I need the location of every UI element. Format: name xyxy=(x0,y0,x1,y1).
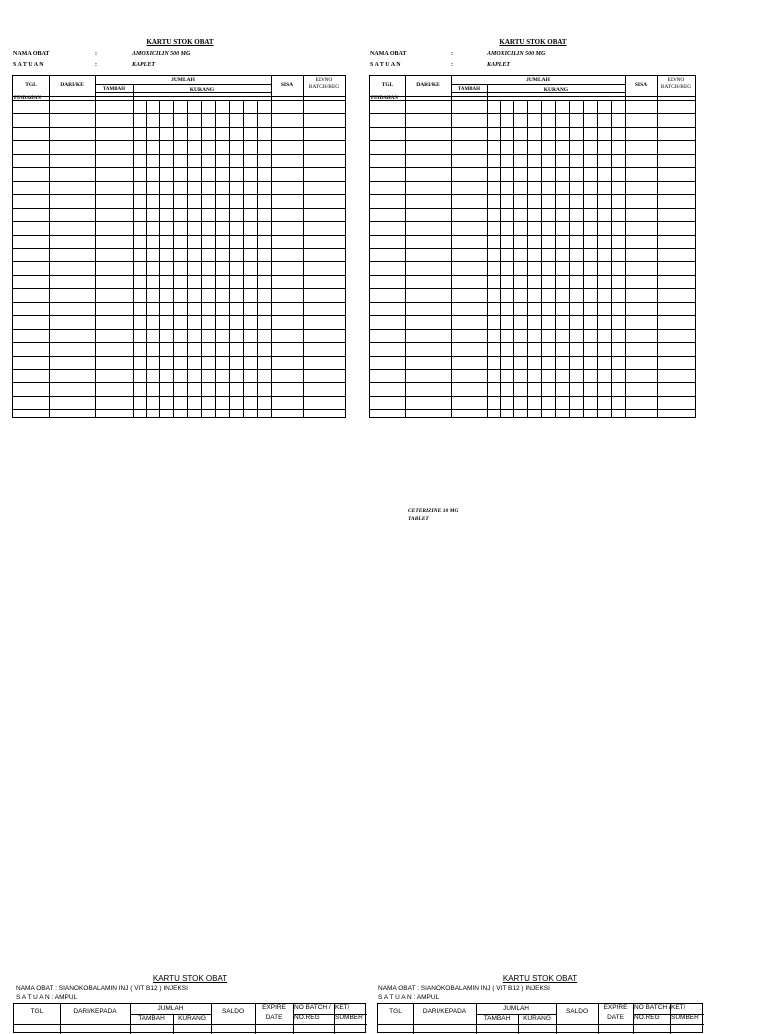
stock-card-bottom-left xyxy=(0,970,384,1024)
row-line xyxy=(370,194,695,195)
saldo-header: SALDO xyxy=(565,1008,589,1015)
jumlah-header: JUMLAH xyxy=(171,77,195,83)
row-line xyxy=(370,235,695,236)
colon: : xyxy=(95,62,97,68)
satuan-value: KAPLET xyxy=(487,62,511,68)
header-bottom-line xyxy=(370,96,695,97)
nama-obat-label: NAMA OBAT xyxy=(13,51,50,57)
colon: : xyxy=(451,62,453,68)
nama-obat-row xyxy=(370,51,670,59)
stock-card-top-right xyxy=(0,0,768,430)
ed-no-header: ED/NO xyxy=(667,77,685,83)
nama-obat-label: NAMA OBAT xyxy=(370,51,407,57)
header-bottom-line xyxy=(14,1024,367,1025)
ket-header: KET/ xyxy=(671,1004,686,1011)
colon: : xyxy=(95,51,97,57)
date-header: DATE xyxy=(265,1014,283,1021)
tambah-header: TAMBAH xyxy=(457,87,481,92)
tgl-header: TGL xyxy=(30,1008,44,1015)
row-line xyxy=(370,127,695,128)
satuan-row: S A T U A N : AMPUL xyxy=(378,994,440,1001)
stock-table-bottom xyxy=(13,1003,366,1033)
row-line xyxy=(370,288,695,289)
stock-card-bottom-right xyxy=(378,970,768,1024)
card-title: KARTU STOK OBAT xyxy=(502,974,578,983)
satuan-row xyxy=(370,62,670,70)
pindahan-label: PINDAHAN xyxy=(371,96,398,101)
card-title: KARTU STOK OBAT xyxy=(146,38,214,46)
row-line xyxy=(370,382,695,383)
stock-table xyxy=(369,75,696,418)
row-line xyxy=(370,342,695,343)
sisa-header: SISA xyxy=(634,82,648,88)
colon: : xyxy=(451,51,453,57)
column-line xyxy=(487,84,488,417)
ed-no-header: ED/NO xyxy=(315,77,333,83)
jumlah-header: JUMLAH xyxy=(502,1005,529,1012)
note-line-2: TABLET xyxy=(408,516,429,522)
no-reg-header: NO.REG xyxy=(294,1014,320,1021)
dari-ke-header: DARI/KE xyxy=(416,82,440,88)
row-line xyxy=(370,369,695,370)
dari-ke-header: DARI/KE xyxy=(60,82,84,88)
kurang-header: KURANG xyxy=(189,87,215,93)
batch-reg-header: BATCH/REG xyxy=(660,84,692,90)
tambah-header: TAMBAH xyxy=(138,1015,165,1022)
no-batch-header: NO BATCH / xyxy=(294,1004,331,1011)
sisa-header: SISA xyxy=(280,82,294,88)
satuan-value: KAPLET xyxy=(132,62,156,68)
pindahan-label: PINDAHAN xyxy=(14,96,41,101)
jumlah-header: JUMLAH xyxy=(157,1005,184,1012)
tambah-header: TAMBAH xyxy=(483,1015,511,1022)
date-header: DATE xyxy=(607,1014,624,1021)
expire-header: EXPIRE xyxy=(603,1004,628,1011)
header-line xyxy=(451,84,625,85)
row-line xyxy=(370,409,695,410)
row-line xyxy=(370,208,695,209)
tgl-header: TGL xyxy=(25,82,37,88)
stock-table-bottom xyxy=(377,1003,703,1033)
row-line xyxy=(370,261,695,262)
kurang-header: KURANG xyxy=(543,87,569,93)
nama-obat-value: AMOXICILIN 500 MG xyxy=(132,51,191,57)
tgl-header: TGL xyxy=(389,1008,402,1015)
row-line xyxy=(370,329,695,330)
satuan-row: S A T U A N : AMPUL xyxy=(16,994,78,1001)
row-line xyxy=(370,113,695,114)
expire-header: EXPIRE xyxy=(262,1004,286,1011)
row-line xyxy=(370,315,695,316)
tgl-header: TGL xyxy=(381,82,394,88)
header-bottom-line xyxy=(378,1024,704,1025)
saldo-header: SALDO xyxy=(221,1008,245,1015)
sumber-header: SUMBER xyxy=(335,1014,363,1021)
kurang-header: KURANG xyxy=(523,1015,551,1022)
no-reg-header: NO.REG xyxy=(634,1014,660,1021)
row-line xyxy=(370,167,695,168)
card-title: KARTU STOK OBAT xyxy=(152,974,228,983)
nama-obat-value: AMOXICILIN 500 MG xyxy=(487,51,546,57)
kurang-header: KURANG xyxy=(178,1015,206,1022)
satuan-label: S A T U A N xyxy=(13,62,44,68)
sumber-header: SUMBER xyxy=(671,1014,699,1021)
row-line xyxy=(370,248,695,249)
card-title: KARTU STOK OBAT xyxy=(499,38,567,46)
satuan-label: S A T U A N xyxy=(370,62,401,68)
dari-kepada-header: DARI/KEPADA xyxy=(73,1008,117,1015)
ket-header: KET/ xyxy=(335,1004,350,1011)
row-line xyxy=(370,154,695,155)
nama-obat-row: NAMA OBAT : SIANOKOBALAMIN INJ ( VIT B12 ) INJEKSI xyxy=(16,985,188,992)
nama-obat-row: NAMA OBAT : SIANOKOBALAMIN INJ ( VIT B12 ) INJEKSI xyxy=(378,985,550,992)
row-line xyxy=(370,356,695,357)
jumlah-header: JUMLAH xyxy=(526,77,550,83)
row-line xyxy=(370,302,695,303)
row-line xyxy=(370,396,695,397)
batch-reg-header: BATCH/REG xyxy=(308,84,340,90)
row-line xyxy=(370,140,695,141)
pindahan-line xyxy=(370,100,695,101)
row-line xyxy=(370,181,695,182)
no-batch-header: NO BATCH / xyxy=(634,1004,671,1011)
dari-kepada-header: DARI/KEPADA xyxy=(422,1008,467,1015)
row-line xyxy=(370,221,695,222)
tambah-header: TAMBAH xyxy=(102,87,126,92)
row-line xyxy=(370,275,695,276)
note-line-1: CETERIZINE 10 MG xyxy=(408,508,459,514)
middle-note xyxy=(408,507,458,523)
